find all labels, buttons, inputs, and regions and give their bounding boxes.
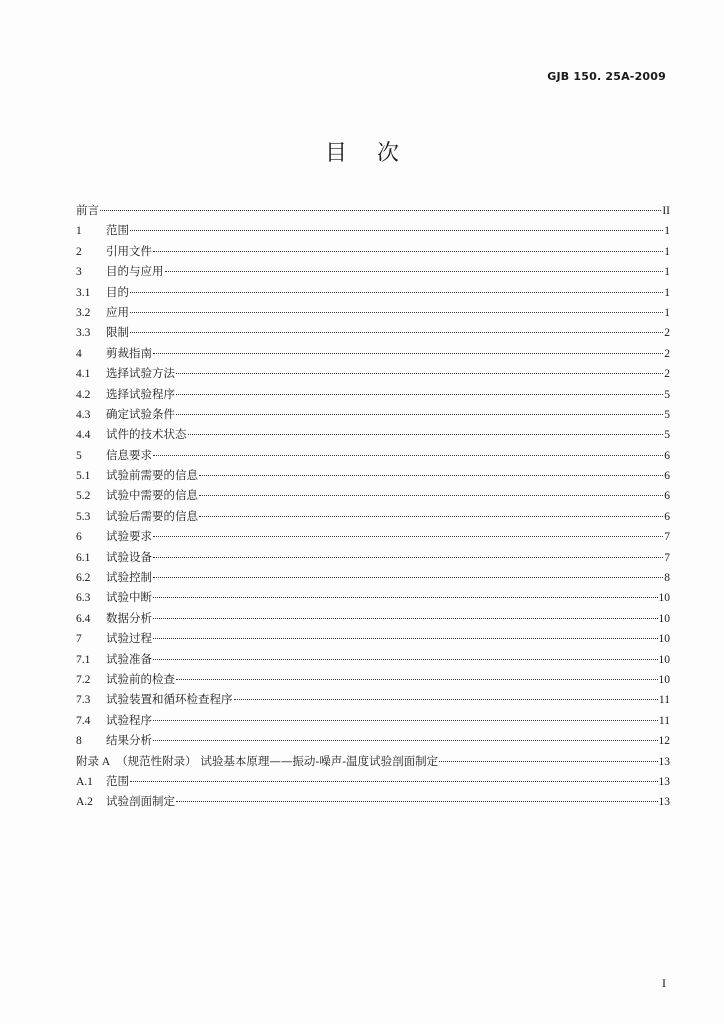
toc-dot-leader	[153, 720, 658, 721]
toc-entry[interactable]	[76, 485, 670, 505]
toc-entry[interactable]	[76, 526, 670, 546]
toc-entry-title: 应用	[106, 304, 129, 319]
toc-entry-number: 8	[76, 735, 82, 748]
toc-entry-title: 试验前的检查	[106, 671, 175, 686]
toc-entry[interactable]	[76, 363, 670, 383]
toc-entry-number: 7.3	[76, 694, 91, 707]
toc-entry-title: 试验程序	[106, 712, 152, 727]
toc-entry[interactable]	[76, 343, 670, 363]
toc-entry-page: 1	[664, 306, 670, 319]
standard-number: GJB 150. 25A-2009	[547, 70, 666, 83]
toc-entry-page: 11	[658, 714, 670, 727]
toc-dot-leader	[439, 761, 657, 762]
toc-entry-number: 4.3	[76, 408, 91, 421]
toc-entry[interactable]	[76, 689, 670, 709]
toc-entry-page: 13	[658, 775, 670, 788]
toc-entry-page: 10	[658, 592, 670, 605]
toc-entry[interactable]	[76, 241, 670, 261]
toc-entry-page: 5	[664, 429, 670, 442]
toc-dot-leader	[130, 230, 663, 231]
toc-entry-title: 试验准备	[106, 651, 152, 666]
toc-entry[interactable]	[76, 445, 670, 465]
toc-entry-number: 6.3	[76, 592, 91, 605]
toc-dot-leader	[130, 332, 663, 333]
toc-dot-leader	[165, 271, 664, 272]
toc-entry-title: 试验中需要的信息	[106, 488, 198, 503]
toc-entry-title: 试验要求	[106, 529, 152, 544]
toc-entry-number: A.2	[76, 796, 93, 809]
toc-entry-page: II	[662, 205, 670, 217]
toc-entry[interactable]	[76, 465, 670, 485]
toc-dot-leader	[199, 516, 663, 517]
toc-dot-leader	[176, 801, 658, 802]
toc-dot-leader	[153, 618, 658, 619]
toc-dot-leader	[153, 251, 663, 252]
toc-entry[interactable]	[76, 710, 670, 730]
toc-dot-leader	[153, 353, 663, 354]
toc-entry-page: 10	[658, 612, 670, 625]
toc-dot-leader	[130, 292, 663, 293]
toc-entry[interactable]	[76, 384, 670, 404]
toc-dot-leader	[153, 597, 658, 598]
toc-dot-leader	[199, 495, 663, 496]
toc-entry-number: 6.2	[76, 572, 91, 585]
toc-entry[interactable]	[76, 669, 670, 689]
toc-entry-title: 目的与应用	[106, 264, 164, 279]
toc-entry-number: 1	[76, 225, 82, 238]
toc-entry-page: 7	[664, 531, 670, 544]
toc-entry-title: 试验过程	[106, 631, 152, 646]
toc-entry-page: 8	[664, 572, 670, 585]
toc-entry-number: 3.1	[76, 286, 91, 299]
toc-entry-page: 2	[664, 327, 670, 340]
toc-entry-title: 目的	[106, 284, 129, 299]
toc-entry-title: 试验设备	[106, 549, 152, 564]
toc-entry-title: 信息要求	[106, 447, 152, 462]
toc-entry-title: 试验后需要的信息	[106, 508, 198, 523]
toc-entry[interactable]	[76, 302, 670, 322]
toc-entry-number: 3	[76, 266, 82, 279]
toc-entry-title: 试验前需要的信息	[106, 468, 198, 483]
toc-entry-number: 4.1	[76, 368, 91, 381]
toc-entry-number: 5.3	[76, 510, 91, 523]
toc-entry-title: 前言	[76, 203, 99, 217]
toc-entry[interactable]	[76, 587, 670, 607]
toc-entry-page: 1	[664, 266, 670, 279]
toc-entry[interactable]	[76, 424, 670, 444]
toc-entry-page: 10	[658, 633, 670, 646]
toc-entry[interactable]	[76, 791, 670, 811]
toc-dot-leader	[176, 373, 663, 374]
toc-entry-number: 4.2	[76, 388, 91, 401]
toc-entry-number: 3.3	[76, 327, 91, 340]
toc-dot-leader	[153, 638, 658, 639]
toc-entry-number: 7.4	[76, 714, 91, 727]
toc-dot-leader	[176, 679, 658, 680]
toc-entry-title: 范围	[106, 223, 129, 238]
toc-entry-number: 4	[76, 347, 82, 360]
toc-entry-number: 4.4	[76, 429, 91, 442]
toc-entry[interactable]	[76, 751, 670, 771]
toc-entry-page: 6	[664, 449, 670, 462]
toc-entry-number: 6.1	[76, 551, 91, 564]
toc-entry-title: 选择试验程序	[106, 386, 175, 401]
toc-entry[interactable]	[76, 628, 670, 648]
toc-entry-title: 选择试验方法	[106, 366, 175, 381]
toc-dot-leader	[130, 781, 658, 782]
toc-dot-leader	[153, 536, 663, 537]
toc-entry-title: 结果分析	[106, 733, 152, 748]
toc-dot-leader	[100, 210, 661, 211]
toc-entry-page: 12	[658, 735, 670, 748]
toc-entry-page: 1	[664, 245, 670, 258]
toc-entry-number: 7	[76, 633, 82, 646]
toc-entry-number: 5.2	[76, 490, 91, 503]
toc-dot-leader	[234, 699, 658, 700]
toc-entry-number: 6	[76, 531, 82, 544]
toc-entry-page: 2	[664, 368, 670, 381]
toc-entry-page: 10	[658, 653, 670, 666]
toc-dot-leader	[153, 455, 663, 456]
page-number: I	[662, 976, 666, 990]
toc-entry-page: 11	[658, 694, 670, 707]
toc-entry-title: 剪裁指南	[106, 345, 152, 360]
toc-dot-leader	[176, 414, 663, 415]
toc-entry-number: 6.4	[76, 612, 91, 625]
toc-entry-page: 1	[664, 225, 670, 238]
toc-entry-page: 5	[664, 388, 670, 401]
toc-dot-leader	[188, 434, 664, 435]
toc-entry-page: 5	[664, 408, 670, 421]
toc-entry[interactable]	[76, 404, 670, 424]
toc-entry[interactable]	[76, 567, 670, 587]
toc-entry[interactable]	[76, 771, 670, 791]
toc-entry-number: 附录 A	[76, 755, 111, 768]
toc-entry-number: 7.2	[76, 673, 91, 686]
toc-entry-title: 试验中断	[106, 590, 152, 605]
toc-entry[interactable]	[76, 220, 670, 240]
toc-entry-page: 6	[664, 510, 670, 523]
toc-list	[76, 200, 670, 812]
toc-entry-page: 1	[664, 286, 670, 299]
toc-entry-number: A.1	[76, 775, 93, 788]
toc-entry-title: 试件的技术状态	[106, 427, 187, 442]
toc-entry-title: 试验装置和循环检查程序	[106, 692, 233, 707]
toc-entry[interactable]	[76, 322, 670, 342]
toc-entry-title: 限制	[106, 325, 129, 340]
toc-entry-number: 3.2	[76, 306, 91, 319]
toc-entry-title: 引用文件	[106, 243, 152, 258]
toc-dot-leader	[176, 394, 663, 395]
toc-dot-leader	[199, 475, 663, 476]
toc-dot-leader	[153, 557, 663, 558]
toc-entry-title: 范围	[106, 773, 129, 788]
toc-entry[interactable]	[76, 608, 670, 628]
toc-dot-leader	[153, 740, 658, 741]
toc-entry-page: 2	[664, 347, 670, 360]
toc-entry-title: 试验控制	[106, 570, 152, 585]
toc-entry[interactable]	[76, 649, 670, 669]
toc-title: 目次	[324, 141, 429, 166]
toc-entry[interactable]	[76, 282, 670, 302]
toc-entry-number: 7.1	[76, 653, 91, 666]
toc-entry-page: 13	[658, 796, 670, 809]
toc-entry-page: 6	[664, 470, 670, 483]
toc-entry[interactable]	[76, 730, 670, 750]
toc-entry[interactable]	[76, 200, 670, 220]
toc-entry[interactable]	[76, 547, 670, 567]
toc-entry[interactable]	[76, 261, 670, 281]
toc-entry-page: 6	[664, 490, 670, 503]
toc-entry[interactable]	[76, 506, 670, 526]
toc-entry-number: 5	[76, 449, 82, 462]
toc-dot-leader	[153, 577, 663, 578]
toc-entry-title: 试验剖面制定	[106, 794, 175, 809]
toc-entry-number: 2	[76, 245, 82, 258]
toc-dot-leader	[130, 312, 663, 313]
toc-dot-leader	[153, 659, 658, 660]
toc-entry-title: （规范性附录） 试验基本原理——振动-噪声-温度试验剖面制定	[116, 753, 439, 768]
toc-entry-title: 数据分析	[106, 610, 152, 625]
toc-entry-title: 确定试验条件	[106, 406, 175, 421]
toc-entry-page: 7	[664, 551, 670, 564]
toc-entry-page: 13	[658, 755, 670, 768]
toc-entry-number: 5.1	[76, 470, 91, 483]
toc-entry-page: 10	[658, 673, 670, 686]
